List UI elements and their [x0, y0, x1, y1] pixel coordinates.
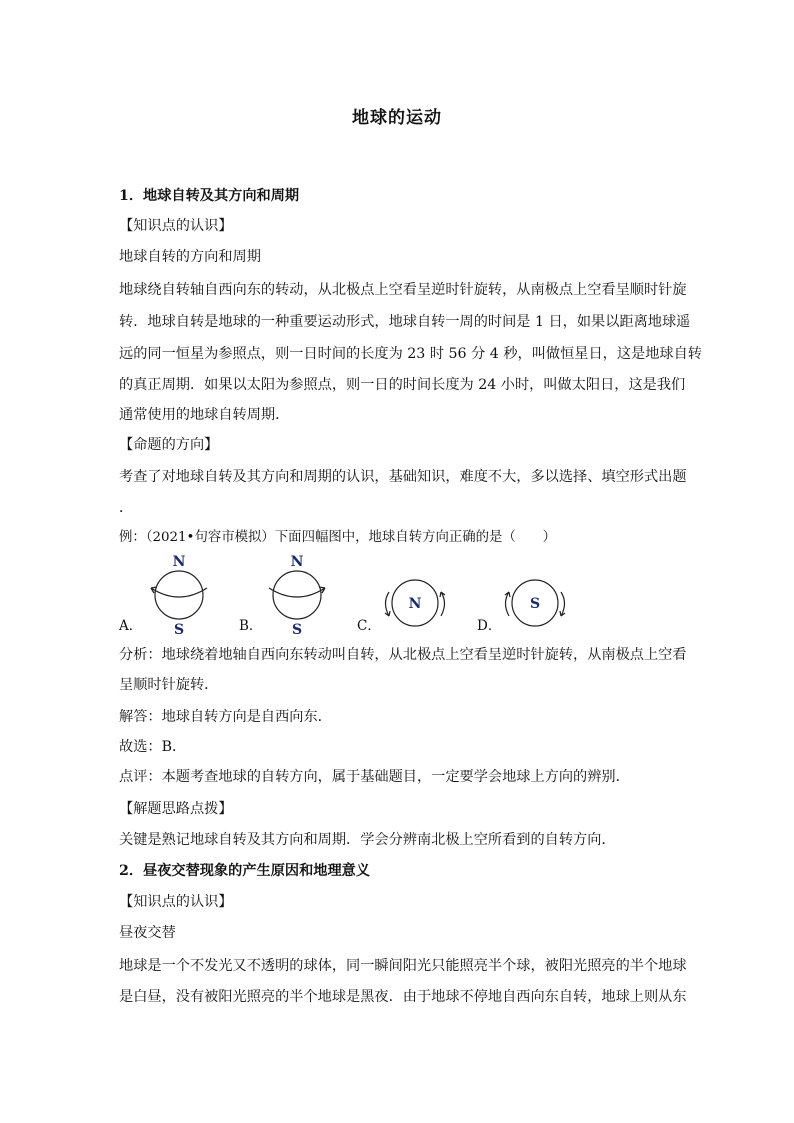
arc-left: [386, 592, 390, 616]
arc-left: [506, 592, 510, 616]
section2-para-line: 地球是一个不发光又不透明的球体，同一瞬间阳光只能照亮半个球，被阳光照亮的半个地球: [119, 958, 687, 974]
rotation-arc: [151, 588, 207, 597]
section2-knowledge-tag: 【知识点的认识】: [119, 894, 233, 910]
globe-circle: [273, 571, 321, 619]
option-figures: [119, 548, 589, 638]
rotation-arc: [269, 588, 325, 597]
south-label: S: [291, 622, 303, 638]
page-title: 地球的运动: [352, 108, 442, 128]
option-b: [239, 548, 319, 638]
tips-tag: 【解题思路点拨】: [119, 801, 233, 817]
tips-line: 关键是熟记地球自转及其方向和周期．学会分辨南北极上空所看到的自转方向．: [119, 832, 616, 848]
section1-para-line: 的真正周期．如果以太阳为参照点，则一日的时间长度为 24 小时，叫做太阳日，这是我们: [119, 377, 686, 393]
option-d: [477, 548, 557, 638]
section1-para-line: 转．地球自转是地球的一种重要运动形式，地球自转一周的时间是 1 日，如果以距离地球遥: [119, 314, 691, 330]
option-a: [119, 548, 199, 638]
analysis-line: 分析：地球绕着地轴自西向东转动叫自转，从北极点上空看呈逆时针旋转，从南极点上空看: [119, 647, 687, 663]
section1-para-line: 通常使用的地球自转周期．: [119, 407, 290, 423]
analysis-line: 呈顺时针旋转．: [119, 677, 219, 693]
section1-para-line: 远的同一恒星为参照点，则一日时间的长度为 23 时 56 分 4 秒，叫做恒星日，这是地球自转: [119, 346, 702, 362]
north-label: N: [172, 554, 186, 570]
arc-right: [441, 592, 445, 616]
choice-line: 故选：B．: [119, 739, 187, 755]
section1-direction-line: 考查了对地球自转及其方向和周期的认识，基础知识，难度不大，多以选择、填空形式出题: [119, 469, 687, 485]
section2-subheading: 昼夜交替: [119, 925, 176, 941]
comment-line: 点评：本题考查地球的自转方向，属于基础题目，一定要学会地球上方向的辨别．: [119, 769, 630, 785]
section1-direction-line: ．: [119, 500, 134, 516]
option-letter: B．: [239, 618, 263, 634]
globe-circle: [155, 571, 203, 619]
example-question: 例：（2021•句容市模拟）下面四幅图中，地球自转方向正确的是（ ）: [119, 530, 556, 545]
north-label: N: [408, 596, 422, 612]
globe-diagram-c: [377, 554, 457, 644]
globe-diagram-d: [497, 554, 577, 644]
answer-line: 解答：地球自转方向是自西向东．: [119, 709, 332, 725]
section1-heading: 1．地球自转及其方向和周期: [119, 188, 300, 204]
arc-right: [561, 592, 565, 616]
south-label: S: [173, 622, 185, 638]
section1-subheading: 地球自转的方向和周期: [119, 249, 261, 265]
section2-para-line: 是白昼，没有被阳光照亮的半个地球是黑夜．由于地球不停地自西向东自转，地球上则从东: [119, 989, 687, 1005]
section2-heading: 2．昼夜交替现象的产生原因和地理意义: [119, 863, 371, 879]
section1-direction-tag: 【命题的方向】: [119, 437, 219, 453]
option-c: [357, 548, 437, 638]
section1-para-line: 地球绕自转轴自西向东的转动，从北极点上空看呈逆时针旋转，从南极点上空看呈顺时针旋: [119, 282, 687, 298]
globe-diagram-b: [263, 548, 343, 638]
option-letter: C．: [357, 618, 381, 634]
option-letter: D．: [477, 618, 502, 634]
north-label: N: [290, 554, 304, 570]
globe-diagram-a: [145, 548, 225, 638]
south-label: S: [529, 596, 541, 612]
section1-knowledge-tag: 【知识点的认识】: [119, 218, 233, 234]
option-letter: A．: [119, 618, 143, 634]
